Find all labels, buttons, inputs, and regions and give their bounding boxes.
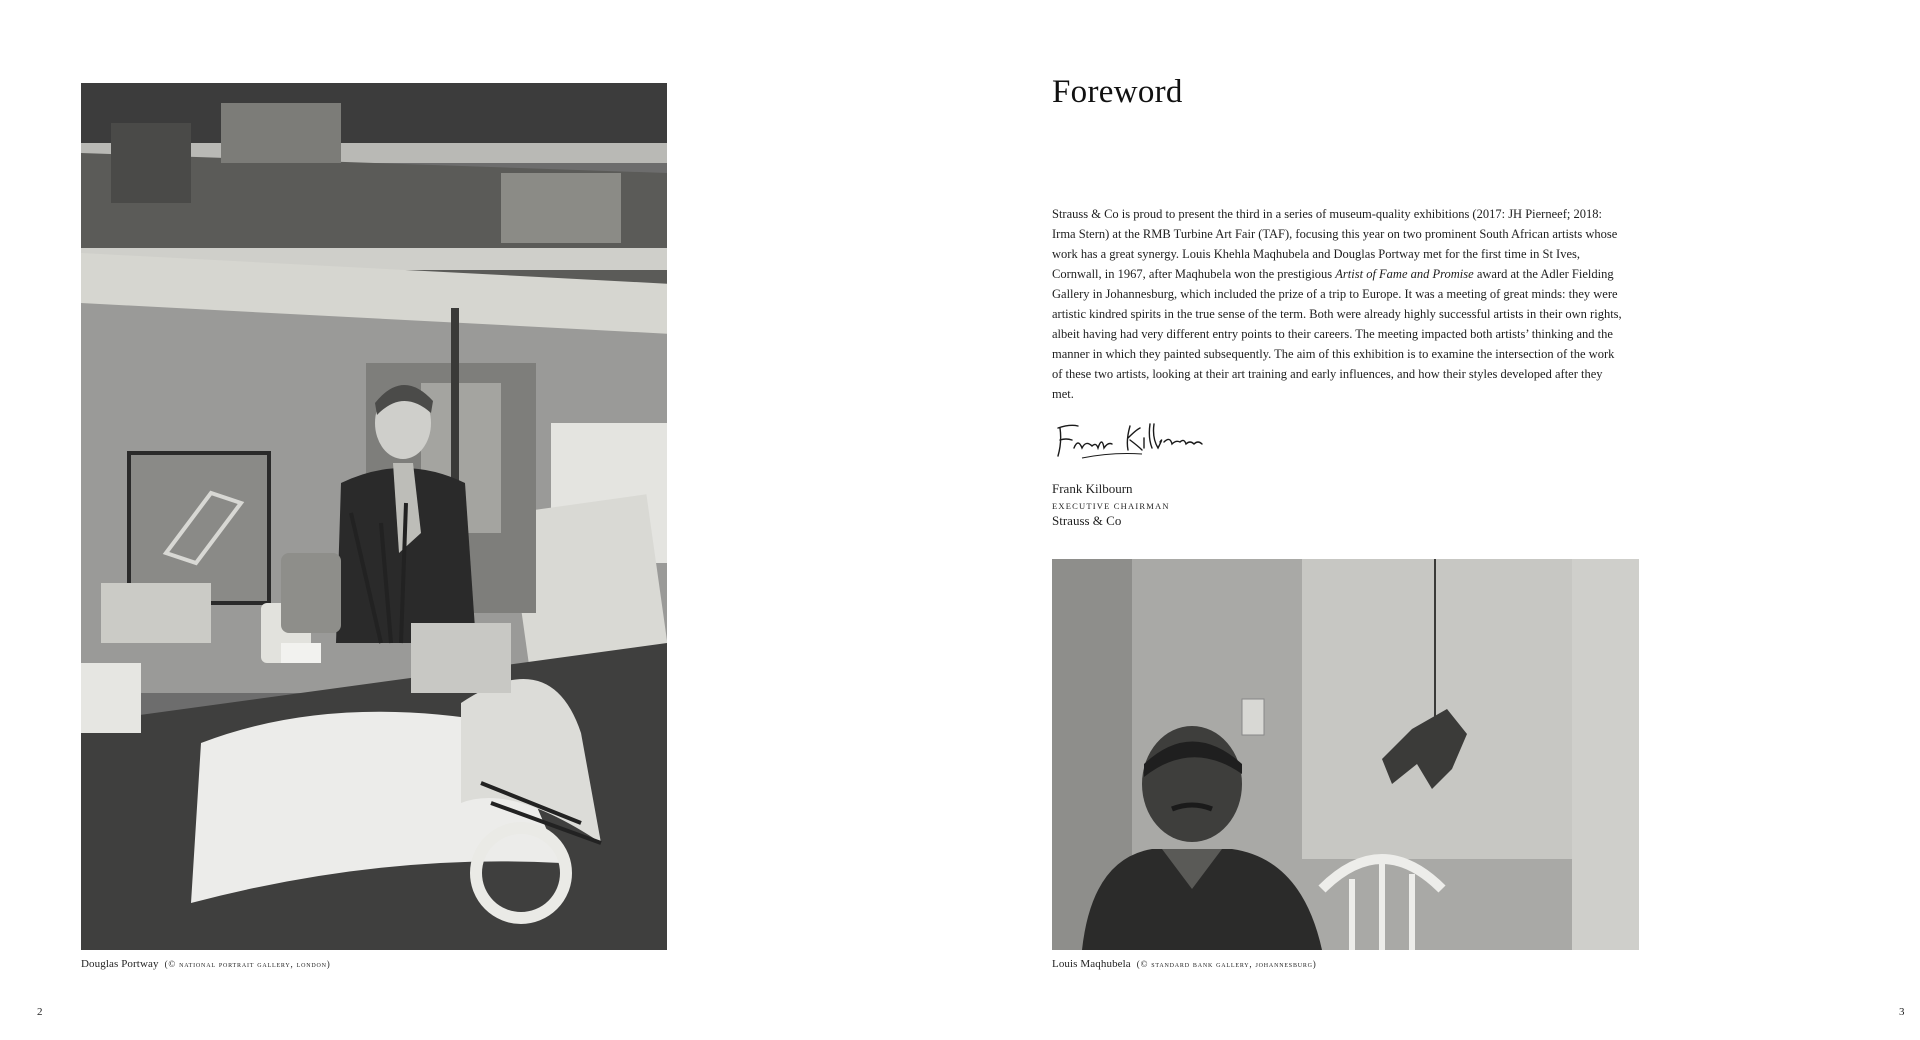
douglas-portway-studio-photo <box>81 83 667 950</box>
portway-photo-caption <box>81 958 331 970</box>
page-number-right: 3 <box>1899 1006 1905 1018</box>
signer-name: Frank Kilbourn <box>1052 481 1133 496</box>
handwritten-signature <box>1052 414 1212 462</box>
award-title: Artist of Fame and Promise <box>1335 267 1474 281</box>
maqhubela-photo-caption <box>1052 958 1317 970</box>
page-number-left: 2 <box>37 1006 43 1018</box>
foreword-body <box>1052 204 1622 404</box>
studio-photo-illustration <box>81 83 667 950</box>
foreword-body-part1: Strauss & Co is proud to present the third in a series of museum-quality exhibitions (2017: JH Pierneef; 2018: Irma Stern) at the RMB Turbine Art Fair (TAF), focusing this year on two prominent South African artists whose work has a great synergy. Louis Khehla Maqhubela and Douglas Portway met for the first time in St Ives, Cornwall, in 1967, after Maqhubela won the prestigious <box>1052 207 1618 281</box>
caption-credit: (© standard bank gallery, johannesburg) <box>1136 959 1317 969</box>
caption-subject-name: Douglas Portway <box>81 958 159 970</box>
page-title: Foreword <box>1052 74 1183 110</box>
caption-subject-name: Louis Maqhubela <box>1052 958 1131 970</box>
foreword-body-part2: award at the Adler Fielding Gallery in Johannesburg, which included the prize of a trip to Europe. It was a meeting of great minds: they were artistic kindred spirits in the true sense of the term. Both were already highly successful artists in their own rights, albeit having had very different entry points to their careers. The meeting impacted both artists’ thinking and the manner in which they painted subsequently. The aim of this exhibition is to examine the intersection of the work of these two artists, looking at their art training and early influences, and how their styles developed after they met. <box>1052 267 1622 401</box>
signer-organisation: Strauss & Co <box>1052 513 1122 528</box>
maqhubela-photo-illustration <box>1052 559 1639 950</box>
signer-title: EXECUTIVE CHAIRMAN <box>1052 501 1170 511</box>
louis-maqhubela-photo <box>1052 559 1639 950</box>
caption-credit: (© national portrait gallery, london) <box>164 959 331 969</box>
